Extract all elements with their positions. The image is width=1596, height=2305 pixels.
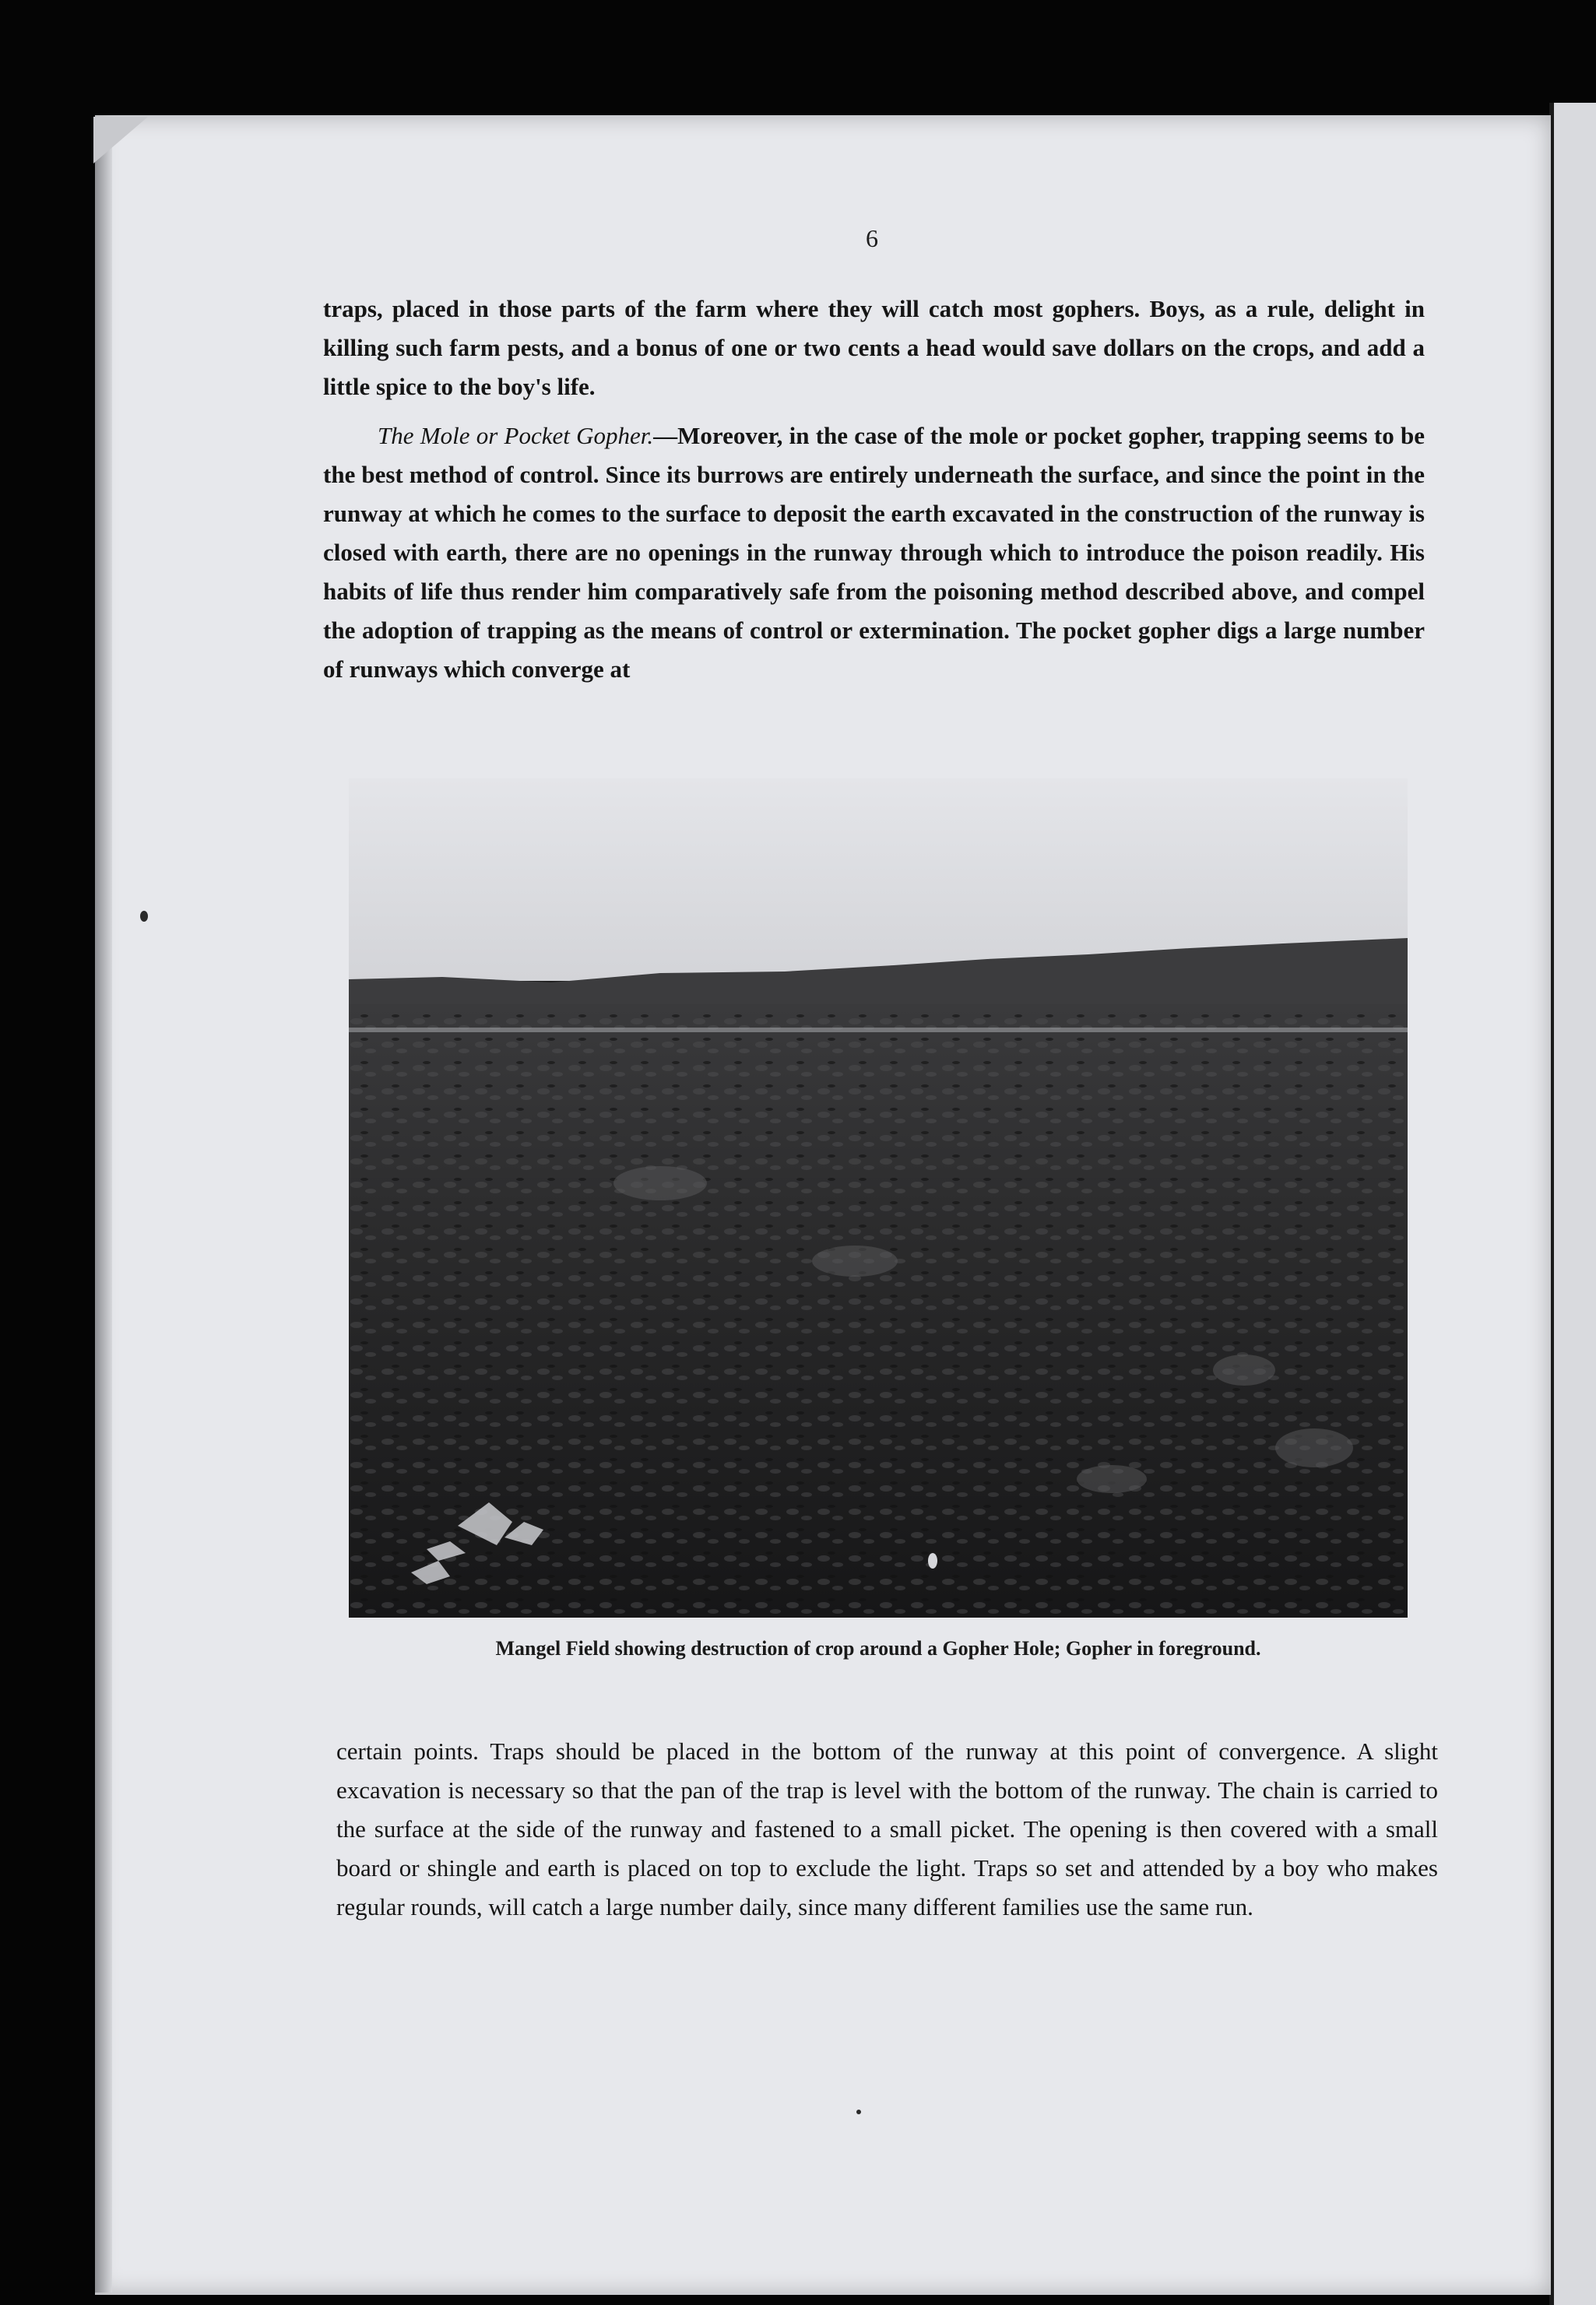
paragraph-traps <box>323 290 1425 406</box>
paragraph-mole-gopher <box>323 416 1425 689</box>
section-heading: The Mole or Pocket Gopher. <box>378 422 654 449</box>
page-binding-edge <box>95 117 112 2293</box>
scan-speck <box>856 2110 861 2114</box>
adjacent-page-edge <box>1549 103 1596 2305</box>
photo-caption: Mangel Field showing destruction of crop around a Gopher Hole; Gopher in foreground. <box>495 1637 1261 1660</box>
scan-speck <box>140 911 148 922</box>
mangel-field-photograph <box>349 778 1408 1618</box>
paragraph-2-text: —Moreover, in the case of the mole or pocket gopher, trapping seems to be the best method of control. Since its burrows are entirely underneath the surface, and since the point in the runway at which he comes to the surface to deposit the earth excavated in the construction of the runway is closed with earth, there are no openings in the runway through which to introduce the poison readily. His habits of life thus render him comparatively safe from the poisoning method described above, and compel the adoption of trapping as the means of control or extermination. The pocket gopher digs a large number of runways which converge at <box>323 422 1425 683</box>
paragraph-1-text: traps, placed in those parts of the farm where they will catch most gophers. Boys, as a rule, delight in killing such farm pests, and a bonus of one or two cents a head would save dollars on the crops, and add a little spice to the boy's life. <box>323 295 1425 400</box>
paragraph-2 <box>323 416 1425 689</box>
gopher <box>928 1553 937 1569</box>
paragraph-trapping-method <box>336 1732 1438 1927</box>
paragraph-3-text: certain points. Traps should be placed in the bottom of the runway at this point of convergence. A slight excavation is necessary so that the pan of the trap is level with the bottom of the runway. The chain is carried to the surface at the side of the runway and fastened to a small picket. The opening is then covered with a small board or shingle and earth is placed on top to exclude the light. Traps so set and attended by a boy who makes regular rounds, will catch a large number daily, since many different families use the same run. <box>336 1738 1438 1920</box>
page-number: 6 <box>866 224 878 252</box>
